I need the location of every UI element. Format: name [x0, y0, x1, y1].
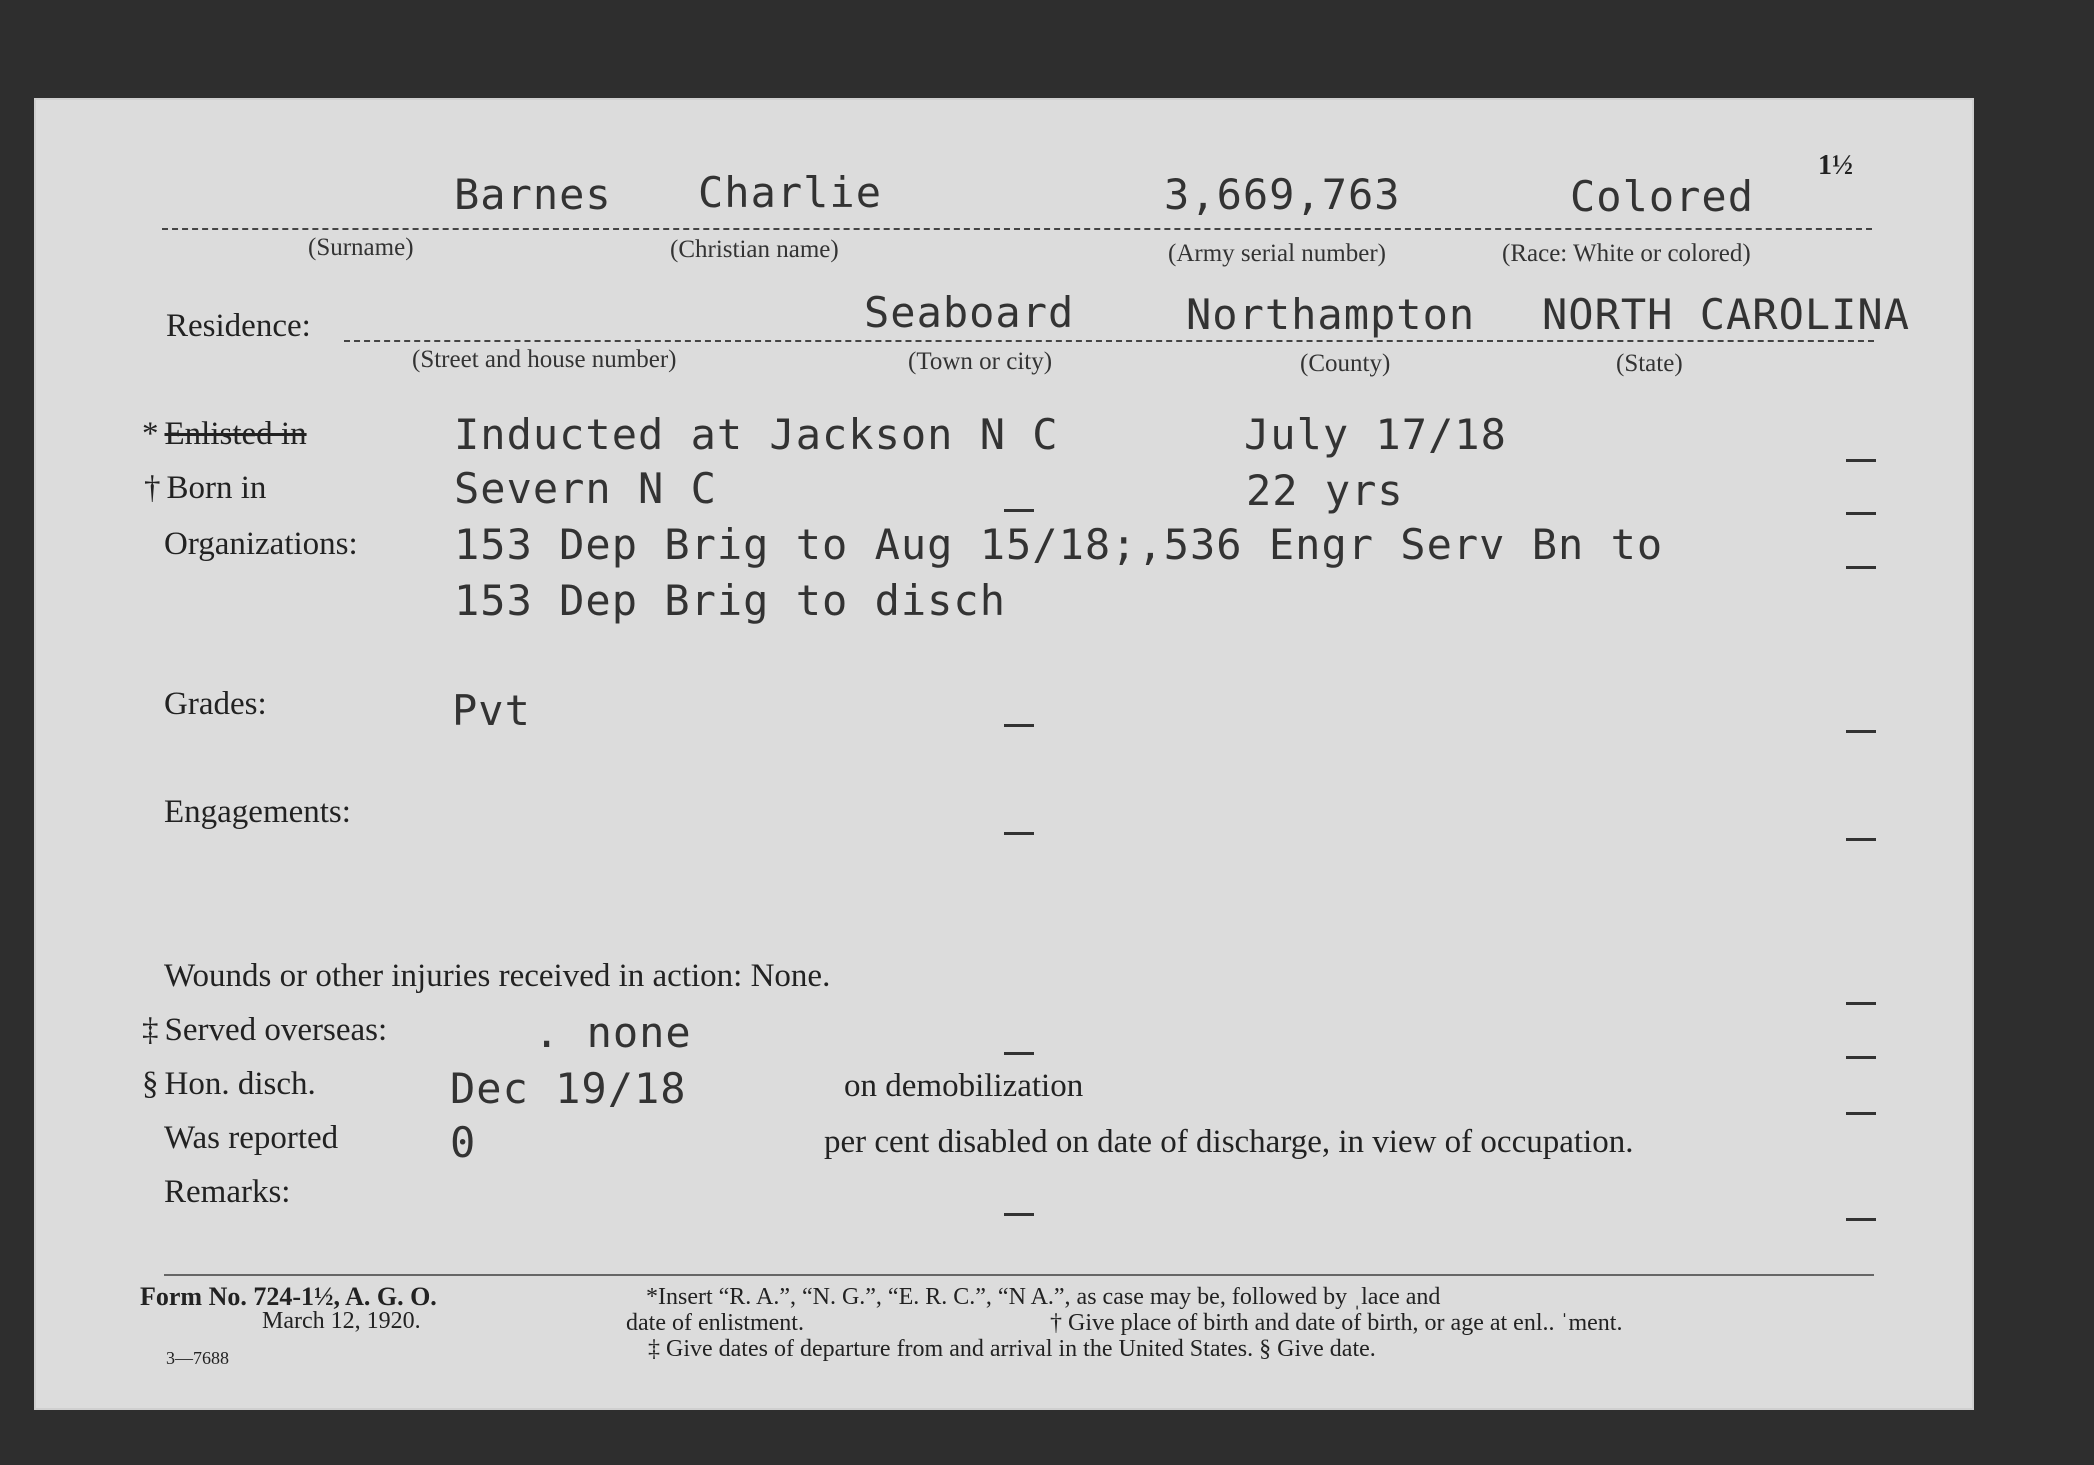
born-label: [144, 470, 266, 507]
county-caption: (County): [1300, 350, 1391, 377]
double-dagger-mark: ‡: [142, 1012, 159, 1048]
overseas-label-text: Served overseas:: [164, 1012, 388, 1048]
blank-dash: [1846, 459, 1876, 462]
born-value: Severn N C: [454, 464, 717, 513]
header-rule: [162, 228, 1872, 230]
enlisted-label: [142, 416, 307, 453]
blank-dash: [1004, 1213, 1034, 1216]
footnote-2: † Give place of birth and date of birth, or age at enl.. ˈment.: [1050, 1310, 1623, 1336]
discharge-label: [142, 1066, 316, 1103]
serial-caption: (Army serial number): [1168, 240, 1386, 267]
residence-town: Seaboard: [864, 288, 1075, 337]
blank-dash: [1004, 724, 1034, 727]
born-label-text: Born in: [166, 470, 267, 506]
residence-rule: [344, 340, 1874, 342]
corner-mark: 1½: [1818, 150, 1853, 181]
residence-county: Northampton: [1186, 290, 1476, 339]
blank-dash: [1846, 1112, 1876, 1115]
wounds-row: [164, 958, 830, 995]
engagements-label: Engagements:: [164, 794, 351, 830]
footer-rule: [164, 1274, 1874, 1276]
blank-dash: [1846, 838, 1876, 841]
race-caption: (Race: White or colored): [1502, 240, 1751, 267]
service-card: [34, 98, 1974, 1410]
asterisk-mark: *: [142, 416, 159, 452]
blank-dash: [1846, 1056, 1876, 1059]
residence-state: NORTH CAROLINA: [1542, 290, 1911, 339]
enlisted-label-text: Enlisted in: [164, 416, 307, 452]
organizations-label: Organizations:: [164, 526, 358, 562]
christian-name-value: Charlie: [698, 168, 883, 217]
race-value: Colored: [1570, 172, 1755, 221]
born-age: 22 yrs: [1246, 466, 1404, 515]
form-date: March 12, 1920.: [262, 1308, 421, 1334]
street-caption: (Street and house number): [412, 346, 677, 373]
discharge-reason: on demobilization: [844, 1068, 1084, 1104]
reported-text: per cent disabled on date of discharge, in view of occupation.: [824, 1124, 1634, 1160]
blank-dash: [1846, 566, 1876, 569]
overseas-label: [142, 1012, 387, 1049]
footnote-1-cont: date of enlistment.: [626, 1310, 804, 1336]
grades-label: Grades:: [164, 686, 267, 722]
enlisted-date: July 17/18: [1244, 410, 1507, 459]
wounds-value: None.: [750, 958, 831, 994]
state-caption: (State): [1616, 350, 1683, 377]
organizations-line1: 153 Dep Brig to Aug 15/18;,536 Engr Serv Bn to: [454, 520, 1664, 569]
blank-dash: [1846, 1002, 1876, 1005]
reported-value: 0: [450, 1118, 477, 1167]
surname-caption: (Surname): [308, 234, 414, 261]
discharge-date: Dec 19/18: [450, 1064, 687, 1113]
reported-label: Was reported: [164, 1120, 339, 1156]
blank-dash: [1004, 509, 1034, 512]
blank-dash: [1004, 1052, 1034, 1055]
footnote-3: ‡ Give dates of departure from and arrival in the United States. § Give date.: [648, 1336, 1376, 1362]
dagger-mark: †: [144, 470, 161, 506]
footnote-1: *Insert “R. A.”, “N. G.”, “E. R. C.”, “N A.”, as case may be, followed by ˌlace and: [646, 1284, 1441, 1310]
discharge-label-text: Hon. disch.: [164, 1066, 316, 1102]
grades-value: Pvt: [452, 686, 531, 735]
enlisted-value: Inducted at Jackson N C: [454, 410, 1059, 459]
surname-value: Barnes: [454, 170, 612, 219]
serial-number-value: 3,669,763: [1164, 170, 1401, 219]
christian-name-caption: (Christian name): [670, 236, 839, 263]
print-code: 3—7688: [166, 1348, 229, 1368]
section-mark: §: [142, 1066, 159, 1102]
wounds-label: Wounds or other injuries received in action:: [164, 958, 743, 994]
overseas-value: . none: [534, 1008, 692, 1057]
remarks-label: Remarks:: [164, 1174, 291, 1210]
blank-dash: [1846, 1218, 1876, 1221]
blank-dash: [1846, 512, 1876, 515]
form-number: Form No. 724-1½, A. G. O.: [140, 1282, 437, 1311]
town-caption: (Town or city): [908, 348, 1053, 375]
residence-label: Residence:: [166, 308, 311, 344]
blank-dash: [1846, 730, 1876, 733]
blank-dash: [1004, 832, 1034, 835]
organizations-line2: 153 Dep Brig to disch: [454, 576, 1007, 625]
